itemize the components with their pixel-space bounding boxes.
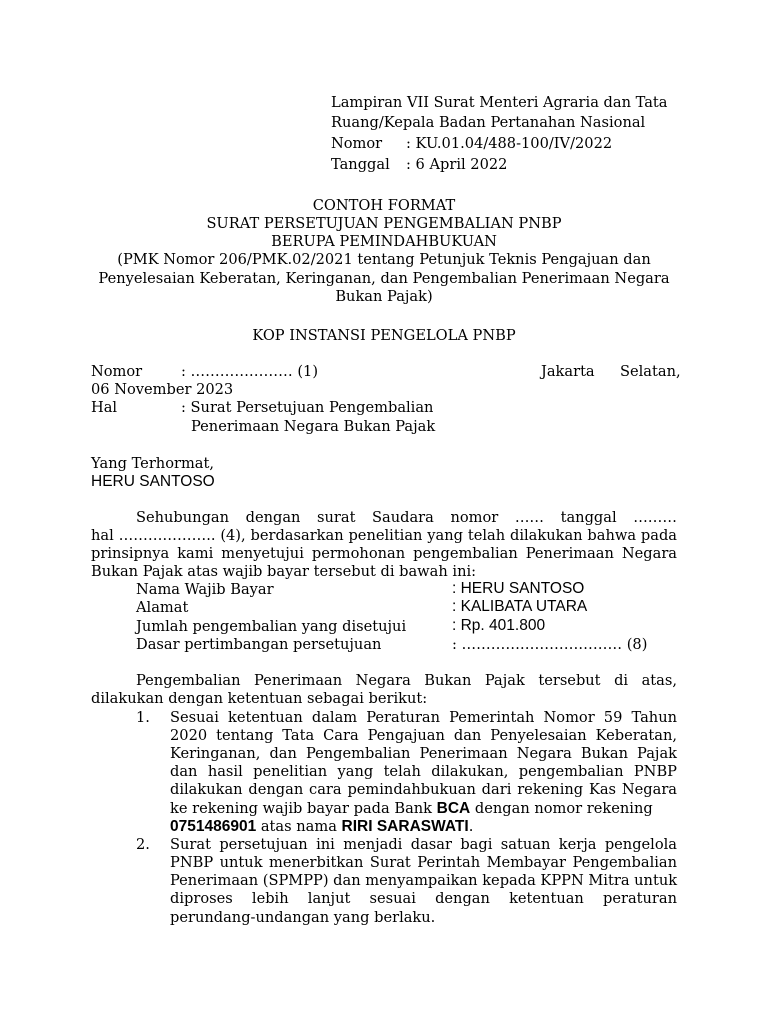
attachment-nomor-value: : KU.01.04/488-100/IV/2022 bbox=[406, 135, 613, 152]
bank-suffix: dengan nomor rekening bbox=[470, 800, 653, 817]
detail-value: : KALIBATA UTARA bbox=[452, 598, 588, 615]
item-2-line: diproses lebih lanjut sesuai dengan ketentuan peraturan bbox=[170, 890, 677, 907]
header-hal-label: Hal bbox=[91, 399, 118, 416]
header-place-2: Selatan, bbox=[620, 363, 681, 380]
header-place-1: Jakarta bbox=[541, 363, 595, 380]
account-name: RIRI SARASWATI bbox=[341, 818, 469, 835]
item-2-number: 2. bbox=[136, 836, 150, 853]
detail-label: Nama Wajib Bayar bbox=[136, 581, 274, 598]
p1-line-2: hal ……………….. (4), berdasarkan penelitian yang telah dilakukan bahwa pada bbox=[91, 527, 677, 544]
recipient-salutation: Yang Terhormat, bbox=[91, 455, 214, 472]
item-2-line: perundang-undangan yang berlaku. bbox=[170, 909, 436, 926]
header-hal-value-1: : Surat Persetujuan Pengembalian bbox=[181, 399, 434, 416]
recipient-name: HERU SANTOSO bbox=[91, 473, 215, 490]
attachment-tanggal-value: : 6 April 2022 bbox=[406, 156, 508, 173]
detail-label: Dasar pertimbangan persetujuan bbox=[136, 636, 382, 653]
detail-value: : HERU SANTOSO bbox=[452, 580, 585, 597]
attachment-line-1: Lampiran VII Surat Menteri Agraria dan Tata bbox=[331, 94, 668, 111]
header-date: 06 November 2023 bbox=[91, 381, 234, 398]
item-1-line: Keringanan, dan Pengembalian Penerimaan Negara Bukan Pajak bbox=[170, 745, 677, 762]
p2-line-1: Pengembalian Penerimaan Negara Bukan Pajak tersebut di atas, bbox=[136, 672, 677, 689]
title-line-1: CONTOH FORMAT bbox=[312, 197, 456, 214]
account-number: 0751486901 bbox=[170, 818, 257, 835]
attachment-nomor-label: Nomor bbox=[331, 135, 383, 152]
p1-line-4: Bukan Pajak atas wajib bayar tersebut di bawah ini: bbox=[91, 563, 477, 580]
item-2-line: Penerimaan (SPMPP) dan menyampaikan kepada KPPN Mitra untuk bbox=[170, 872, 678, 889]
attachment-tanggal-label: Tanggal bbox=[331, 156, 390, 173]
title-line-3: BERUPA PEMINDAHBUKUAN bbox=[271, 233, 497, 250]
detail-label: Alamat bbox=[136, 599, 189, 616]
p2-line-2: dilakukan dengan ketentuan sebagai berikut: bbox=[91, 690, 428, 707]
detail-value: : Rp. 401.800 bbox=[452, 617, 546, 634]
item-1-line-bank bbox=[170, 800, 653, 819]
title-line-6: Bukan Pajak) bbox=[335, 288, 433, 305]
title-line-5: Penyelesaian Keberatan, Keringanan, dan Pengembalian Penerimaan Negara bbox=[98, 270, 670, 287]
item-1-line: 2020 tentang Tata Cara Pengajuan dan Penyelesaian Keberatan, bbox=[170, 727, 677, 744]
bank-prefix: ke rekening wajib bayar pada Bank bbox=[170, 800, 437, 817]
header-hal-value-2: Penerimaan Negara Bukan Pajak bbox=[191, 418, 436, 435]
p1-line-1: Sehubungan dengan surat Saudara nomor …… tanggal ……… bbox=[136, 509, 677, 526]
detail-value: : …………………………… (8) bbox=[452, 636, 648, 653]
item-1-number: 1. bbox=[136, 709, 150, 726]
header-nomor-label: Nomor bbox=[91, 363, 143, 380]
item-1-line: dilakukan dengan cara pemindahbukuan dari rekening Kas Negara bbox=[170, 781, 677, 798]
item-2-line: PNBP untuk menerbitkan Surat Perintah Membayar Pengembalian bbox=[170, 854, 677, 871]
bank-name: BCA bbox=[436, 800, 471, 817]
kop-instansi: KOP INSTANSI PENGELOLA PNBP bbox=[252, 327, 516, 344]
p1-line-3: prinsipnya kami menyetujui permohonan pengembalian Penerimaan Negara bbox=[91, 545, 677, 562]
header-nomor-value: : ………………… (1) bbox=[181, 363, 319, 380]
detail-label: Jumlah pengembalian yang disetujui bbox=[136, 618, 407, 635]
item-1-line: dan hasil penelitian yang telah dilakukan, pengembalian PNBP bbox=[170, 763, 677, 780]
item-1-line-account bbox=[170, 818, 473, 837]
attachment-line-2: Ruang/Kepala Badan Pertanahan Nasional bbox=[331, 114, 646, 131]
title-line-4: (PMK Nomor 206/PMK.02/2021 tentang Petunjuk Teknis Pengajuan dan bbox=[117, 251, 651, 268]
item-1-line: Sesuai ketentuan dalam Peraturan Pemerintah Nomor 59 Tahun bbox=[170, 709, 677, 726]
item-2-line: Surat persetujuan ini menjadi dasar bagi satuan kerja pengelola bbox=[170, 836, 677, 853]
account-mid: atas nama bbox=[256, 818, 342, 835]
title-line-2: SURAT PERSETUJUAN PENGEMBALIAN PNBP bbox=[206, 215, 562, 232]
account-end: . bbox=[468, 818, 474, 835]
